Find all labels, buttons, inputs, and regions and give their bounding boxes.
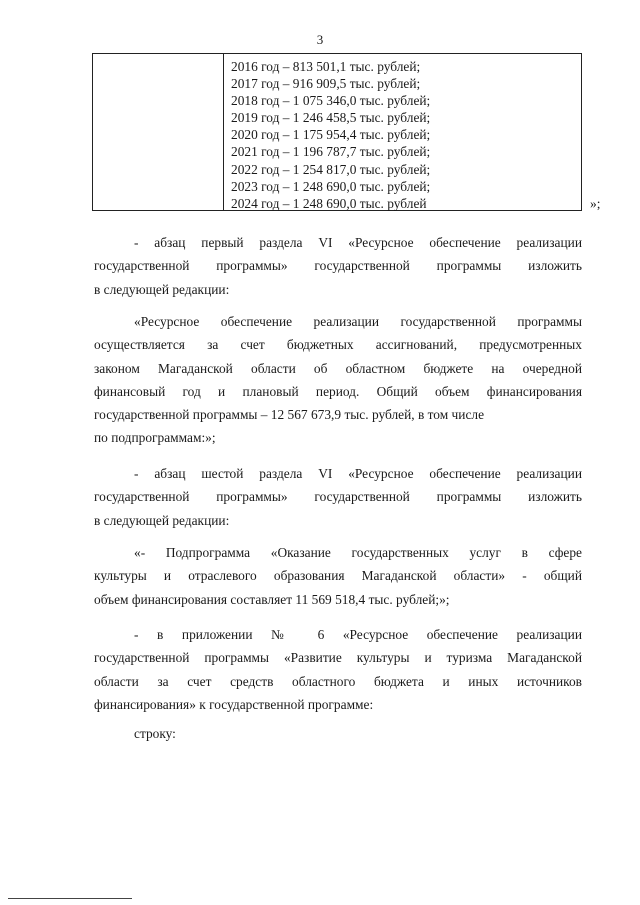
text-line: области за счет средств областного бюджета и иных источников bbox=[94, 673, 582, 689]
footer-rule bbox=[8, 898, 132, 899]
text-line: - абзац первый раздела VI «Ресурсное обеспечение реализации bbox=[134, 235, 582, 250]
amendment-paragraph-1 bbox=[94, 231, 582, 301]
text-line: - абзац шестой раздела VI «Ресурсное обеспечение реализации bbox=[134, 466, 582, 481]
funding-year-2018: 2018 год – 1 075 346,0 тыс. рублей; bbox=[231, 93, 431, 109]
text-line: в следующей редакции: bbox=[94, 512, 230, 528]
text-line: «Ресурсное обеспечение реализации государственной программы bbox=[134, 314, 582, 329]
text-line: государственной программы – 12 567 673,9 тыс. рублей, в том числе bbox=[94, 407, 485, 423]
amendment-paragraph-6 bbox=[94, 722, 582, 745]
text-line: финансовый год и плановый период. Общий объем финансирования bbox=[94, 383, 582, 399]
text-line: «- Подпрограмма «Оказание государственных услуг в сфере bbox=[134, 545, 582, 560]
funding-year-2024: 2024 год – 1 248 690,0 тыс. рублей bbox=[231, 195, 427, 211]
funding-year-2019: 2019 год – 1 246 458,5 тыс. рублей; bbox=[231, 110, 431, 126]
text-line: строку: bbox=[134, 726, 176, 741]
funding-year-2020: 2020 год – 1 175 954,4 тыс. рублей; bbox=[231, 127, 431, 143]
text-line: финансирования» к государственной программе: bbox=[94, 696, 374, 712]
text-line: культуры и отраслевого образования Магаданской области» - общий bbox=[94, 568, 582, 584]
table-closing-quote: »; bbox=[590, 196, 601, 211]
amendment-paragraph-2 bbox=[94, 310, 582, 450]
funding-table bbox=[92, 53, 582, 211]
page-number: 3 bbox=[316, 32, 324, 47]
text-line: по подпрограммам:»; bbox=[94, 430, 216, 446]
text-line: государственной программы» государственной программы изложить bbox=[94, 489, 582, 505]
funding-year-2022: 2022 год – 1 254 817,0 тыс. рублей; bbox=[231, 161, 431, 177]
text-line: объем финансирования составляет 11 569 518,4 тыс. рублей;»; bbox=[94, 591, 450, 607]
funding-year-2017: 2017 год – 916 909,5 тыс. рублей; bbox=[231, 76, 421, 92]
table-left-cell bbox=[93, 54, 224, 210]
text-line: - в приложении № 6 «Ресурсное обеспечение реализации bbox=[134, 627, 582, 642]
amendment-paragraph-5 bbox=[94, 623, 582, 716]
amendment-paragraph-4 bbox=[94, 541, 582, 611]
funding-year-2023: 2023 год – 1 248 690,0 тыс. рублей; bbox=[231, 178, 431, 194]
text-line: законом Магаданской области об областном бюджете на очередной bbox=[94, 360, 582, 376]
text-line: в следующей редакции: bbox=[94, 281, 230, 297]
table-right-cell bbox=[231, 58, 430, 212]
funding-year-2021: 2021 год – 1 196 787,7 тыс. рублей; bbox=[231, 144, 431, 160]
amendment-paragraph-3 bbox=[94, 462, 582, 532]
text-line: государственной программы» государственной программы изложить bbox=[94, 258, 582, 274]
funding-year-2016: 2016 год – 813 501,1 тыс. рублей; bbox=[231, 59, 421, 74]
text-line: осуществляется за счет бюджетных ассигнований, предусмотренных bbox=[94, 337, 582, 353]
text-line: государственной программы «Развитие культуры и туризма Магаданской bbox=[94, 650, 582, 666]
